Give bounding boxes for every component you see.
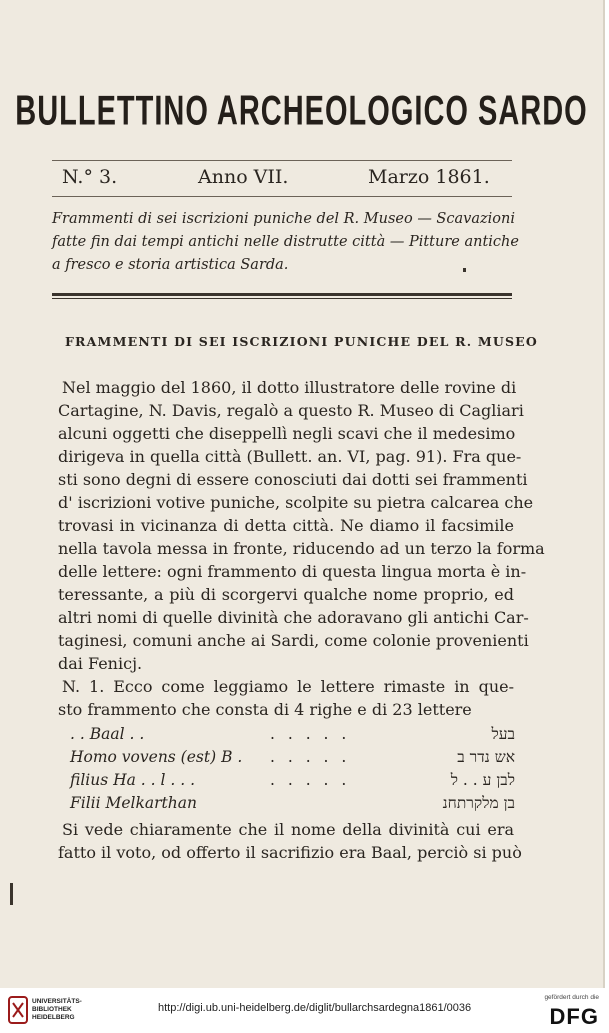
contents-line: a fresco e storia artistica Sarda. [52, 257, 289, 273]
issue-rule [52, 196, 512, 197]
body-line: dai Fenicj. [58, 654, 143, 673]
body-line: d' iscrizioni votive puniche, scolpite su pietra calcarea che [58, 493, 534, 512]
issue-year: Anno VII. [198, 166, 289, 188]
body-line: dirigeva in quella città (Bullett. an. VI, pag. 91). Fra que- [58, 447, 522, 466]
lacuna-dots: . . . . . [270, 748, 351, 766]
latin-reading: Filii Melkarthan [70, 794, 197, 812]
lacuna-dots: . . . . . [270, 771, 351, 789]
dfg-logo: DFG [549, 1004, 599, 1029]
body-line: altri nomi di quelle divinità che adoravano gli antichi Car- [58, 608, 529, 627]
university-seal-icon [8, 996, 28, 1024]
issue-line [62, 166, 492, 192]
body-line: fatto il voto, od offerto il sacrifizio era Baal, perciò si può [58, 843, 522, 862]
top-rule [52, 160, 512, 161]
article-body-continued [58, 818, 522, 864]
body-line: teressante, a più di scorgervi qualche nome proprio, ed [58, 585, 514, 604]
latin-reading: Homo vovens (est) B . [70, 748, 243, 766]
body-line: Si vede chiaramente che il nome della divinità cui era [62, 820, 514, 839]
journal-masthead: BULLETTINO ARCHEOLOGICO SARDO [15, 88, 588, 135]
issue-date: Marzo 1861. [368, 166, 490, 188]
inscription-row [70, 794, 515, 817]
article-body [58, 376, 545, 721]
body-line: sto frammento che consta di 4 righe e di 23 lettere [58, 700, 472, 719]
body-line: nella tavola messa in fronte, riducendo ad un terzo la forma [58, 539, 545, 558]
punic-reading: לבן ע . . ל [450, 771, 515, 789]
library-name: UNIVERSITÄTS- BIBLIOTHEK HEIDELBERG [32, 998, 82, 1021]
punic-reading: בעל [491, 725, 515, 743]
permalink-url[interactable]: http://digi.ub.uni-heidelberg.de/diglit/bullarchsardegna1861/0036 [158, 1002, 472, 1014]
contents-line: Frammenti di sei iscrizioni puniche del R. Museo — Scavazioni [52, 211, 515, 227]
lacuna-dots: . . . . . [270, 725, 351, 743]
body-line: trovasi in vicinanza di detta città. Ne diamo il facsimile [58, 516, 514, 535]
body-line: delle lettere: ogni frammento di questa lingua morta è in- [58, 562, 527, 581]
viewer-footer [0, 988, 609, 1033]
body-line: sti sono degni di essere conosciuti dai dotti sei frammenti [58, 470, 528, 489]
latin-reading: filius Ha . . l . . . [70, 771, 196, 789]
latin-reading: . . Baal . . [70, 725, 145, 743]
funding-note: gefördert durch die [544, 994, 599, 1001]
ink-speck [10, 883, 13, 905]
punic-reading: בן מלקרתחנ [442, 794, 515, 812]
body-line: taginesi, comuni anche ai Sardi, come colonie provenienti [58, 631, 529, 650]
contents-line: fatte fin dai tempi antichi nelle distrutte città — Pitture antiche [52, 234, 519, 250]
punic-reading: אש נדר ב [457, 748, 515, 766]
inscription-row [70, 771, 515, 794]
inscription-row [70, 748, 515, 771]
section-heading: FRAMMENTI DI SEI ISCRIZIONI PUNICHE DEL R. MUSEO [64, 334, 539, 349]
contents-double-rule [52, 293, 512, 299]
inscription-row [70, 725, 515, 748]
body-line: Cartagine, N. Davis, regalò a questo R. Museo di Cagliari [58, 401, 524, 420]
body-line: N. 1. Ecco come leggiamo le lettere rimaste in que- [62, 677, 514, 696]
body-line: Nel maggio del 1860, il dotto illustratore delle rovine di [62, 378, 517, 397]
contents-summary [52, 208, 519, 277]
inscription-transcription [70, 725, 515, 817]
ink-speck [463, 268, 466, 272]
issue-number: N.° 3. [62, 166, 118, 188]
body-line: alcuni oggetti che diseppellì negli scavi che il medesimo [58, 424, 516, 443]
